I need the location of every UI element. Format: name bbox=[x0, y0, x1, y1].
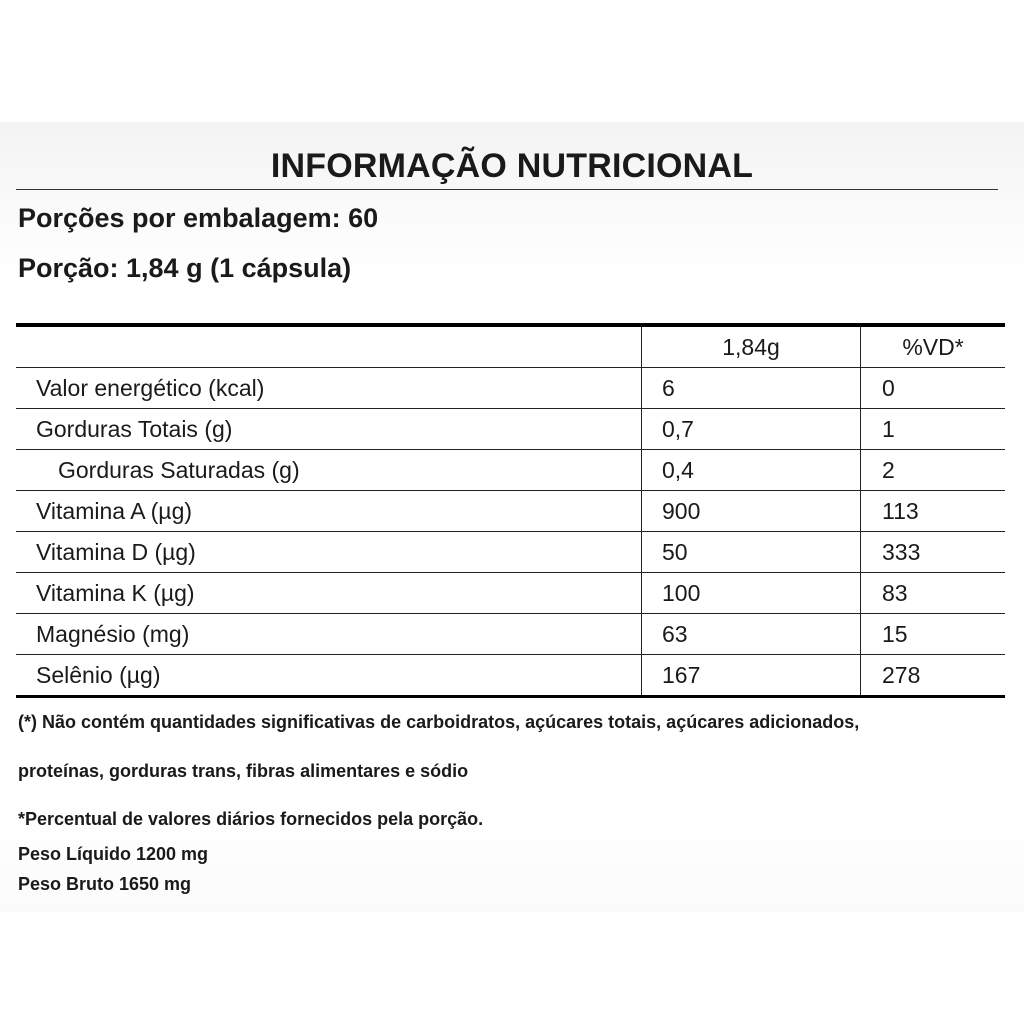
nutrient-daily-value: 113 bbox=[861, 491, 1006, 532]
table-row bbox=[16, 532, 1005, 573]
nutrient-quantity: 100 bbox=[642, 573, 861, 614]
nutrient-daily-value: 15 bbox=[861, 614, 1006, 655]
table-row bbox=[16, 614, 1005, 655]
nutrient-name: Vitamina D (µg) bbox=[16, 532, 642, 573]
title-divider bbox=[16, 189, 998, 190]
nutrient-daily-value: 1 bbox=[861, 409, 1006, 450]
table-row bbox=[16, 491, 1005, 532]
nutrient-quantity: 900 bbox=[642, 491, 861, 532]
nutrient-daily-value: 0 bbox=[861, 368, 1006, 409]
nutrient-quantity: 63 bbox=[642, 614, 861, 655]
nutrient-daily-value: 83 bbox=[861, 573, 1006, 614]
nutrient-daily-value: 2 bbox=[861, 450, 1006, 491]
nutrition-table bbox=[16, 323, 1005, 698]
page-title: INFORMAÇÃO NUTRICIONAL bbox=[270, 147, 754, 185]
gross-weight: Peso Bruto 1650 mg bbox=[18, 874, 192, 894]
nutrient-daily-value: 333 bbox=[861, 532, 1006, 573]
table-row bbox=[16, 409, 1005, 450]
nutrient-daily-value: 278 bbox=[861, 655, 1006, 697]
nutrient-name: Vitamina A (µg) bbox=[16, 491, 642, 532]
header-cell-nutrient bbox=[16, 325, 642, 368]
portions-per-package: Porções por embalagem: 60 bbox=[18, 203, 379, 233]
nutrient-quantity: 6 bbox=[642, 368, 861, 409]
header-cell-daily-value: %VD* bbox=[861, 325, 1006, 368]
nutrient-quantity: 0,7 bbox=[642, 409, 861, 450]
net-weight: Peso Líquido 1200 mg bbox=[18, 844, 209, 864]
nutrient-quantity: 50 bbox=[642, 532, 861, 573]
nutrient-name: Gorduras Totais (g) bbox=[16, 409, 642, 450]
nutrient-name: Vitamina K (µg) bbox=[16, 573, 642, 614]
portion-size: Porção: 1,84 g (1 cápsula) bbox=[18, 253, 352, 283]
table-row bbox=[16, 655, 1005, 697]
table-row bbox=[16, 368, 1005, 409]
nutrient-name: Selênio (µg) bbox=[36, 661, 161, 688]
footnote-daily-value: *Percentual de valores diários fornecidos pela porção. bbox=[18, 809, 484, 829]
table-header-row bbox=[16, 325, 1005, 368]
header-cell-quantity: 1,84g bbox=[642, 325, 861, 368]
table-row bbox=[16, 573, 1005, 614]
nutrient-name: Gorduras Saturadas (g) bbox=[16, 450, 642, 491]
footnote-not-significant: (*) Não contém quantidades significativas de carboidratos, açúcares totais, açúcares adicionados, bbox=[18, 712, 860, 732]
nutrient-quantity: 167 bbox=[642, 655, 861, 697]
nutrient-name: Magnésio (mg) bbox=[16, 614, 642, 655]
nutrient-quantity: 0,4 bbox=[642, 450, 861, 491]
nutrient-name: Valor energético (kcal) bbox=[16, 368, 642, 409]
table-row bbox=[16, 450, 1005, 491]
footnote-not-significant-cont: proteínas, gorduras trans, fibras alimentares e sódio bbox=[18, 761, 469, 781]
